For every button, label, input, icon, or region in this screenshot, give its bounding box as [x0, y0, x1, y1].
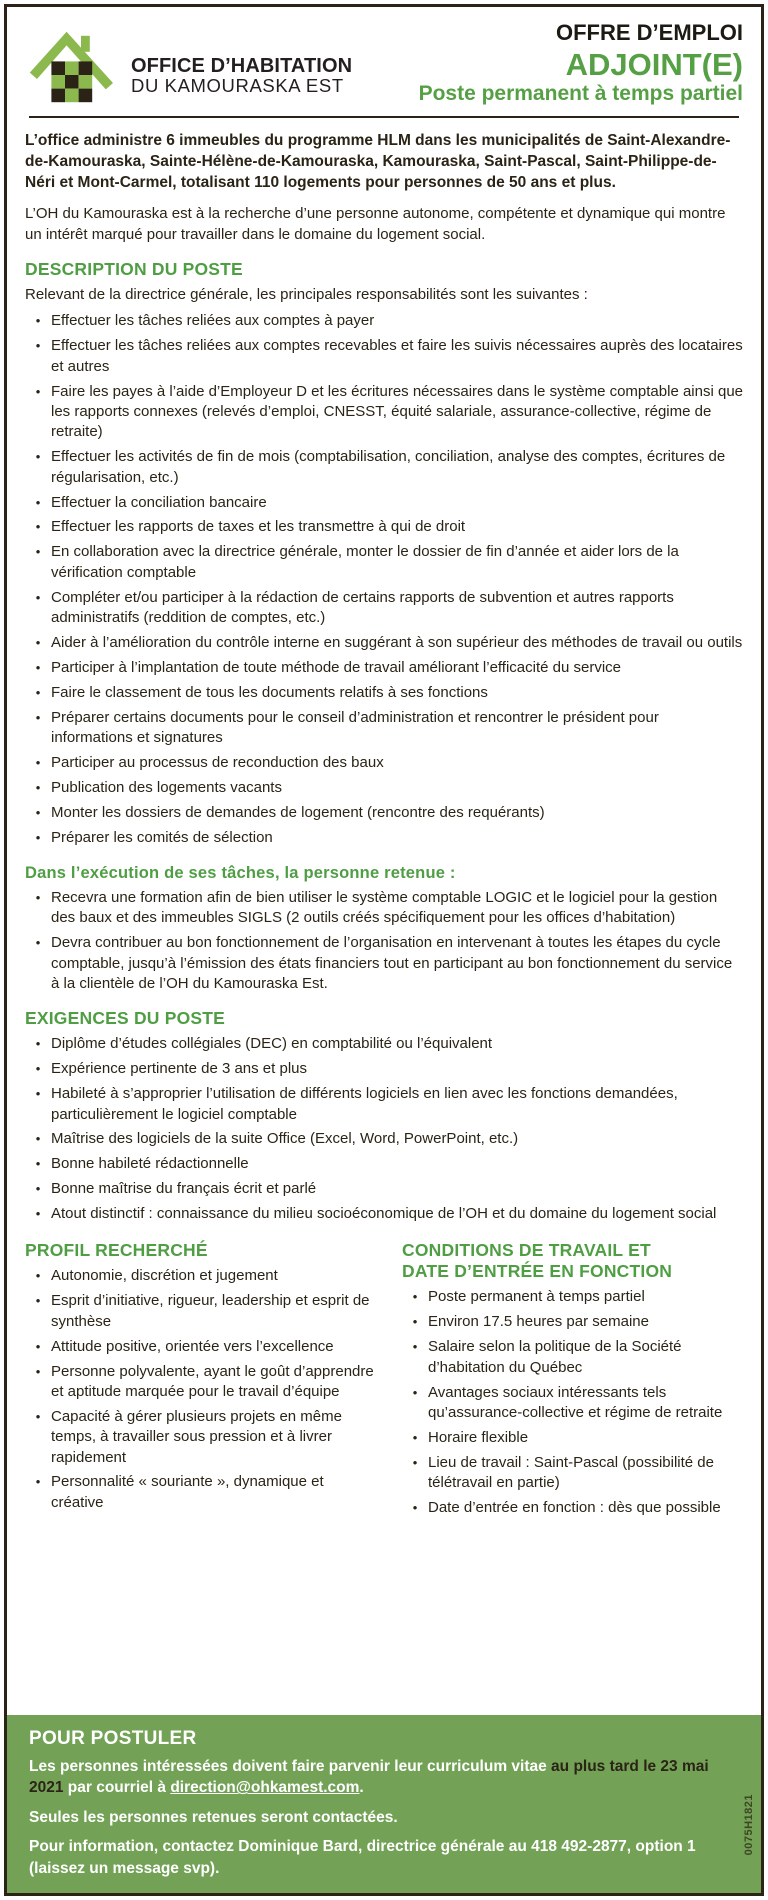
list-item-text: Salaire selon la politique de la Société d’habitation du Québec: [428, 1338, 682, 1376]
organization-logo: [25, 17, 352, 105]
list-item: [25, 888, 743, 929]
list-item-text: Effectuer les rapports de taxes et les transmettre à qui de droit: [51, 518, 466, 536]
bullet-icon: •: [35, 829, 41, 845]
list-item-text: Participer à l’implantation de toute méthode de travail améliorant l’efficacité du service: [51, 658, 622, 676]
section-heading-description: DESCRIPTION DU POSTE: [25, 259, 243, 280]
list-item-text: Personne polyvalente, ayant le goût d’apprendre et aptitude marquée pour le travail d’équipe: [51, 1362, 374, 1400]
list-item: [25, 1266, 380, 1286]
bullet-icon: •: [412, 1384, 418, 1400]
list-item: [25, 493, 743, 513]
list-item: [25, 1034, 743, 1054]
list-item-text: Diplôme d’études collégiales (DEC) en comptabilité ou l’équivalent: [51, 1035, 493, 1053]
list-item: [402, 1383, 743, 1424]
publication-code: 0075H1821: [743, 1793, 755, 1855]
list-item: [25, 588, 743, 629]
list-item-text: Préparer certains documents pour le conseil d’administration et rencontrer le président pour informations et signatures: [51, 708, 659, 746]
list-item: [25, 683, 743, 703]
section-heading-execution: Dans l’exécution de ses tâches, la personne retenue :: [25, 863, 456, 882]
list-item: [402, 1498, 743, 1518]
list-item-text: Effectuer les tâches reliées aux comptes recevables et faire les suivis nécessaires auprès des locataires et autres: [51, 337, 743, 375]
bullet-icon: •: [35, 1086, 41, 1102]
list-item-text: Monter les dossiers de demandes de logement (rencontre des requérants): [51, 803, 545, 821]
apply-deadline: au plus tard le 23 mai 2021: [29, 1758, 709, 1797]
list-item-text: Capacité à gérer plusieurs projets en même temps, à travailler sous pression et à livrer rapidement: [51, 1407, 342, 1466]
offer-kicker: OFFRE D’EMPLOI: [556, 20, 743, 45]
bullet-icon: •: [412, 1289, 418, 1305]
bullet-icon: •: [35, 589, 41, 605]
list-item: [25, 1291, 380, 1332]
list-item-text: Environ 17.5 heures par semaine: [428, 1313, 649, 1331]
list-item: [25, 447, 743, 488]
list-item-text: Date d’entrée en fonction : dès que possible: [428, 1498, 721, 1516]
bullet-icon: •: [35, 313, 41, 329]
two-column-section: [25, 1230, 743, 1524]
job-posting-page: [4, 4, 764, 1896]
list-item-text: Recevra une formation afin de bien utiliser le système comptable LOGIC et le logiciel pour la gestion des baux et des immeubles SIGLS (2 outils créés spécifiquement pour les offices d’habitation): [51, 888, 718, 927]
list-item-text: Effectuer les activités de fin de mois (comptabilisation, conciliation, analyse des comptes, écritures de régularisation, etc.): [51, 448, 726, 486]
list-item: [25, 542, 743, 583]
job-title: ADJOINT(E): [565, 46, 743, 82]
header: [25, 17, 743, 109]
list-item: [25, 803, 743, 823]
bullet-icon: •: [35, 1474, 41, 1490]
list-item-text: Horaire flexible: [428, 1428, 529, 1446]
bullet-icon: •: [35, 1293, 41, 1309]
list-item-text: Bonne maîtrise du français écrit et parlé: [51, 1180, 317, 1198]
list-item-text: Attitude positive, orientée vers l’excellence: [51, 1337, 334, 1355]
list-item: [25, 933, 743, 994]
bullet-icon: •: [35, 804, 41, 820]
list-item: [402, 1287, 743, 1307]
list-item: [25, 1059, 743, 1079]
bullet-icon: •: [35, 1036, 41, 1052]
list-item: [402, 1453, 743, 1494]
list-item: [25, 778, 743, 798]
bullet-icon: •: [35, 1156, 41, 1172]
bullet-icon: •: [35, 659, 41, 675]
list-item: [25, 633, 743, 653]
list-item: [25, 1204, 743, 1224]
list-item-text: Personnalité « souriante », dynamique et créative: [51, 1473, 324, 1511]
list-item: [25, 1337, 380, 1357]
bullet-icon: •: [35, 634, 41, 650]
list-item-text: Publication des logements vacants: [51, 778, 282, 796]
bullet-icon: •: [35, 1363, 41, 1379]
list-item: [25, 1407, 380, 1468]
bullet-icon: •: [412, 1339, 418, 1355]
apply-text-end: .: [359, 1779, 364, 1797]
list-item-text: Lieu de travail : Saint-Pascal (possibilité de télétravail en partie): [428, 1453, 714, 1492]
list-item-text: Esprit d’initiative, rigueur, leadership et esprit de synthèse: [51, 1292, 370, 1330]
bullet-icon: •: [35, 1131, 41, 1147]
list-item-text: Devra contribuer au bon fonctionnement de l’organisation en intervenant à toutes les étapes du cycle comptable, jusqu’à l’émission des états financiers tout en participant au bon fonctionnement du service à la clientèle de l’OH du Kamouraska Est.: [51, 934, 733, 992]
conditions-list: [402, 1287, 743, 1518]
org-name-line2: DU KAMOURASKA EST: [131, 74, 344, 96]
page-content: [7, 7, 761, 1524]
bullet-icon: •: [412, 1454, 418, 1470]
list-item-text: Participer au processus de reconduction des baux: [51, 753, 384, 771]
list-item: [25, 311, 743, 331]
bullet-icon: •: [35, 544, 41, 560]
bullet-icon: •: [35, 1061, 41, 1077]
list-item: [25, 1179, 743, 1199]
list-item-text: En collaboration avec la directrice générale, monter le dossier de fin d’année et aider lors de la vérification comptable: [51, 543, 679, 581]
bullet-icon: •: [35, 1408, 41, 1424]
list-item-text: Expérience pertinente de 3 ans et plus: [51, 1060, 308, 1078]
list-item: [25, 517, 743, 537]
list-item: [25, 708, 743, 749]
section-heading-profile: PROFIL RECHERCHÉ: [25, 1240, 208, 1261]
list-item-text: Préparer les comités de sélection: [51, 828, 273, 846]
bullet-icon: •: [35, 779, 41, 795]
bullet-icon: •: [35, 935, 41, 951]
list-item: [25, 1472, 380, 1513]
footer-contact-info: Pour information, contactez Dominique Bard, directrice générale au 418 492-2877, option 1 (laissez un message svp).: [29, 1838, 696, 1877]
apply-email-link[interactable]: direction@ohkamest.com: [170, 1779, 360, 1797]
apply-text: Les personnes intéressées doivent faire parvenir leur curriculum vitae: [29, 1758, 552, 1775]
list-item: [25, 1129, 743, 1149]
list-item-text: Habileté à s’approprier l’utilisation de différents logiciels en lien avec les fonctions demandées, particulièrement le logiciel comptable: [51, 1085, 678, 1123]
list-item: [402, 1312, 743, 1332]
conditions-column: [402, 1230, 743, 1524]
list-item: [25, 828, 743, 848]
checker-grid: [51, 61, 92, 102]
bullet-icon: •: [35, 383, 41, 399]
house-logo-icon: [25, 21, 121, 105]
list-item: [25, 1154, 743, 1174]
bullet-icon: •: [412, 1429, 418, 1445]
footer-heading: POUR POSTULER: [29, 1728, 197, 1749]
list-item-text: Poste permanent à temps partiel: [428, 1288, 645, 1306]
list-item-text: Maîtrise des logiciels de la suite Office (Excel, Word, PowerPoint, etc.): [51, 1130, 519, 1148]
execution-list: [25, 888, 743, 994]
list-item: [402, 1428, 743, 1448]
org-name-line1: OFFICE D’HABITATION: [131, 55, 353, 78]
bullet-icon: •: [412, 1499, 418, 1515]
apply-text-mid: par courriel à: [63, 1779, 171, 1797]
list-item: [25, 336, 743, 377]
section-heading-requirements: EXIGENCES DU POSTE: [25, 1008, 226, 1029]
bullet-icon: •: [35, 1338, 41, 1354]
requirements-list: [25, 1034, 743, 1224]
bullet-icon: •: [35, 709, 41, 725]
list-item-text: Avantages sociaux intéressants tels qu’assurance-collective et régime de retraite: [428, 1383, 723, 1421]
bullet-icon: •: [35, 494, 41, 510]
list-item-text: Effectuer les tâches reliées aux comptes à payer: [51, 312, 375, 330]
description-list: [25, 311, 743, 847]
bullet-icon: •: [35, 338, 41, 354]
bullet-icon: •: [35, 519, 41, 535]
bullet-icon: •: [35, 1268, 41, 1284]
list-item: [25, 1362, 380, 1403]
apply-footer: [7, 1715, 761, 1893]
bullet-icon: •: [35, 1181, 41, 1197]
section-heading-conditions: CONDITIONS DE TRAVAIL ET DATE D’ENTRÉE EN FONCTION: [402, 1240, 673, 1282]
bullet-icon: •: [412, 1314, 418, 1330]
list-item-text: Faire le classement de tous les documents relatifs à ses fonctions: [51, 683, 488, 701]
bullet-icon: •: [35, 754, 41, 770]
bullet-icon: •: [35, 1206, 41, 1222]
description-lead: Relevant de la directrice générale, les principales responsabilités sont les suivantes :: [25, 286, 588, 304]
job-subtitle: Poste permanent à temps partiel: [418, 82, 743, 106]
list-item-text: Bonne habileté rédactionnelle: [51, 1155, 249, 1173]
organization-name: [131, 30, 352, 95]
list-item-text: Aider à l’amélioration du contrôle interne en suggérant à son supérieur des méthodes de travail ou outils: [51, 633, 743, 651]
intro-paragraph-1: L’office administre 6 immeubles du programme HLM dans les municipalités de Saint-Alexandre-de-Kamouraska, Sainte-Hélène-de-Kamouraska, Kamouraska, Saint-Pascal, Saint-Philippe-de-Néri et Mont-Carmel, totalisant 110 logements pour personnes de 50 ans et plus.: [25, 132, 731, 192]
list-item: [25, 382, 743, 443]
bullet-icon: •: [35, 449, 41, 465]
footer-note: Seules les personnes retenues seront contactées.: [29, 1808, 398, 1826]
posting-masthead: [419, 17, 743, 106]
list-item: [25, 658, 743, 678]
list-item-text: Autonomie, discrétion et jugement: [51, 1267, 278, 1285]
list-item-text: Atout distinctif : connaissance du milieu socioéconomique de l’OH et du domaine du logement social: [51, 1205, 717, 1223]
profile-column: [25, 1230, 380, 1524]
list-item-text: Faire les payes à l’aide d’Employeur D et les écritures nécessaires dans le système comptable ainsi que les rapports connexes (relevés d’emploi, CNESST, équité salariale, assurance-collective, régime de retraite): [51, 382, 743, 441]
list-item-text: Compléter et/ou participer à la rédaction de certains rapports de subvention et autres rapports administratifs (reddition de comptes, etc.): [51, 588, 674, 626]
header-divider: [29, 116, 739, 118]
list-item: [25, 1084, 743, 1125]
profile-list: [25, 1266, 380, 1513]
list-item: [25, 753, 743, 773]
list-item-text: Effectuer la conciliation bancaire: [51, 493, 267, 511]
bullet-icon: •: [35, 889, 41, 905]
apply-instructions: [29, 1756, 721, 1799]
bullet-icon: •: [35, 684, 41, 700]
list-item: [402, 1337, 743, 1378]
intro-paragraph-2: L’OH du Kamouraska est à la recherche d’une personne autonome, compétente et dynamique qui montre un intérêt marqué pour travailler dans le domaine du logement social.: [25, 205, 726, 243]
